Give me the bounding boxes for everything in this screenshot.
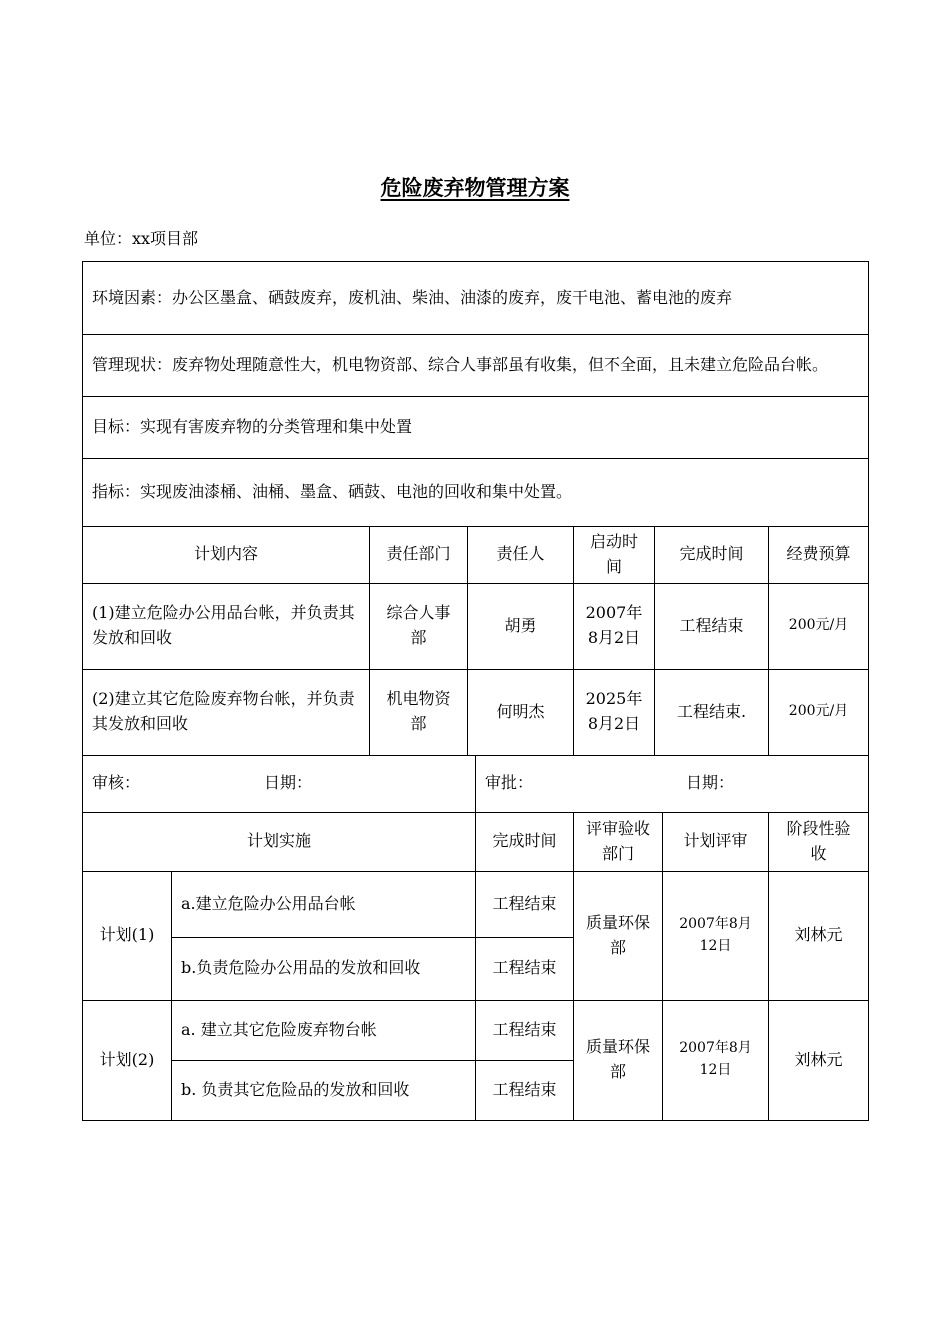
plan-finish: 工程结束: [655, 583, 769, 669]
plan-budget: 200元/月: [769, 669, 869, 755]
waste-management-table: [82, 261, 869, 1121]
approval-row: [83, 755, 869, 812]
plan-dept: 机电物资部: [370, 669, 468, 755]
plan-finish: 工程结束.: [655, 669, 769, 755]
review-cell: [83, 755, 476, 812]
review-label: 审核：: [92, 773, 141, 793]
approve-date-label: 日期：: [686, 773, 735, 793]
impl-header-finish: 完成时间: [476, 812, 574, 871]
impl-task-finish: 工程结束: [476, 1000, 574, 1060]
impl-header-impl: 计划实施: [83, 812, 476, 871]
plan-budget: 200元/月: [769, 583, 869, 669]
indicator-row: [83, 459, 869, 527]
impl-header-accept: 阶段性验 收: [769, 812, 869, 871]
status-row: [83, 335, 869, 397]
impl-task-name: b.负责危险办公用品的发放和回收: [172, 937, 476, 1000]
plan-header-budget: 经费预算: [769, 527, 869, 584]
plan-content: (1)建立危险办公用品台帐，并负责其发放和回收: [83, 583, 370, 669]
approve-cell: [476, 755, 869, 812]
plan-dept: 综合人事部: [370, 583, 468, 669]
impl-task-name: b. 负责其它危险品的发放和回收: [172, 1060, 476, 1120]
impl-task-name: a. 建立其它危险废弃物台帐: [172, 1000, 476, 1060]
unit-label: 单位：xx项目部: [84, 229, 199, 248]
impl-task-finish: 工程结束: [476, 1060, 574, 1120]
plan-header-start: 启动时间: [574, 527, 655, 584]
document-title: 危险废弃物管理方案: [380, 175, 570, 200]
impl-task-finish: 工程结束: [476, 871, 574, 937]
plan-header-person: 责任人: [468, 527, 574, 584]
plan-header-content: 计划内容: [83, 527, 370, 584]
impl-task-row: [83, 871, 869, 937]
impl-review-date: 2007年8月12日: [663, 1000, 769, 1120]
impl-task-finish: 工程结束: [476, 937, 574, 1000]
impl-task-row: [83, 1000, 869, 1060]
impl-acceptor: 刘林元: [769, 871, 869, 1000]
target-row: [83, 397, 869, 459]
impl-dept: 质量环保部: [574, 871, 663, 1000]
impl-task-name: a.建立危险办公用品台帐: [172, 871, 476, 937]
env-factors-row: [83, 262, 869, 335]
impl-plan-label: 计划(2): [83, 1000, 172, 1120]
target-cell: 目标：实现有害废弃物的分类管理和集中处置: [83, 397, 869, 459]
plan-row: [83, 669, 869, 755]
review-date-label: 日期：: [264, 773, 313, 793]
plan-person: 胡勇: [468, 583, 574, 669]
plan-row: [83, 583, 869, 669]
impl-review-date: 2007年8月12日: [663, 871, 769, 1000]
approve-label: 审批：: [485, 773, 534, 793]
env-factors-cell: 环境因素：办公区墨盒、硒鼓废弃，废机油、柴油、油漆的废弃，废干电池、蓄电池的废弃: [83, 262, 869, 335]
impl-header-review: 计划评审: [663, 812, 769, 871]
plan-start: 2025年8月2日: [574, 669, 655, 755]
plan-header-row: [83, 527, 869, 584]
impl-header-dept: 评审验收部门: [574, 812, 663, 871]
impl-header-row: [83, 812, 869, 871]
plan-person: 何明杰: [468, 669, 574, 755]
plan-start: 2007年8月2日: [574, 583, 655, 669]
status-cell: 管理现状：废弃物处理随意性大，机电物资部、综合人事部虽有收集，但不全面，且未建立危险品台帐。: [83, 335, 869, 397]
plan-header-dept: 责任部门: [370, 527, 468, 584]
impl-dept: 质量环保部: [574, 1000, 663, 1120]
impl-plan-label: 计划(1): [83, 871, 172, 1000]
impl-acceptor: 刘林元: [769, 1000, 869, 1120]
plan-header-finish: 完成时间: [655, 527, 769, 584]
plan-content: (2)建立其它危险废弃物台帐，并负责其发放和回收: [83, 669, 370, 755]
indicator-cell: 指标：实现废油漆桶、油桶、墨盒、硒鼓、电池的回收和集中处置。: [83, 459, 869, 527]
